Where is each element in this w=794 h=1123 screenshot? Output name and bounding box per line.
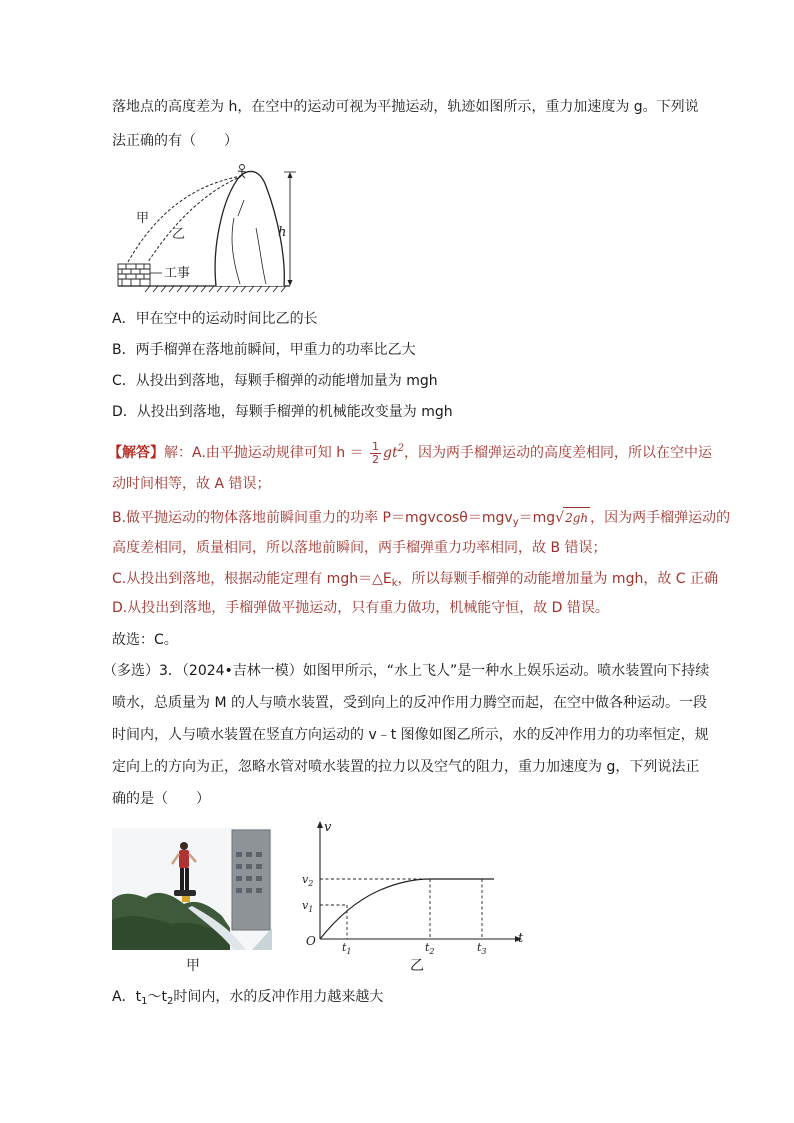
hill-icon	[215, 171, 287, 286]
fraction-half: $\frac{1}{2}$	[372, 439, 380, 466]
answer-d-line: D.从投出到落地，手榴弹做平抛运动，只有重力做功，机械能守恒，故 D 错误。	[112, 600, 609, 616]
velocity-curve	[320, 879, 494, 939]
tick-t3: t	[477, 941, 482, 954]
origin-label: O	[306, 934, 316, 948]
axis-label-v: v	[324, 820, 332, 835]
label-yi: 乙	[172, 227, 186, 242]
svg-text:v2: $v_2$	[302, 873, 314, 888]
q2-stem-line2: 法正确的有（ ）	[112, 133, 238, 149]
fig-yi-caption: 乙	[410, 958, 424, 974]
q2-option-b: B．两手榴弹在落地前瞬间，甲重力的功率比乙大	[112, 342, 416, 358]
answer-a-line1: 【解答】解：A.由平抛运动规律可知 h ＝ $\frac{1}{2}$ $gt^2$，因为两手榴弹运动的高度差相同，所以在空中运	[108, 439, 712, 466]
water-flyer-photo	[112, 828, 272, 950]
q3-line2: 喷水，总质量为 M 的人与喷水装置，受到向上的反冲作用力腾空而起，在空中做各种运动。一段	[112, 695, 707, 711]
answer-c-line: C.从投出到落地，根据动能定理有 $mgh=\triangle E_k$，所以每颗手榴弹的动能增加量为 mgh，故 C 正确	[112, 571, 719, 589]
svg-text:v1: $v_1$	[302, 899, 314, 914]
answer-a-line2: 动时间相等，故 A 错误；	[112, 476, 271, 492]
label-gongshi: 工事	[164, 266, 191, 281]
q3-line4: 定向上的方向为正，忽略水管对喷水装置的拉力以及空气的阻力，重力加速度为 g，下列说法正	[112, 759, 700, 775]
fortification-icon	[118, 264, 150, 286]
q3-option-a: A．$t_1\sim t_2$时间内，水的反冲作用力越来越大	[112, 989, 384, 1007]
label-h: h	[278, 225, 287, 240]
tick-t1: t	[342, 941, 347, 954]
v-t-graph	[296, 815, 536, 955]
label-jia: 甲	[136, 211, 150, 226]
answer-b-line1: B.做平抛运动的物体落地前瞬间重力的功率 P＝mgvcosθ＝mgv$_y$＝mg√2gh ，因为两手榴弹运动的	[112, 507, 730, 533]
q2-option-c: C．从投出到落地，每颗手榴弹的动能增加量为 mgh	[112, 373, 438, 389]
tick-t2: t	[425, 941, 430, 954]
svg-text:t1: $t_1$	[342, 941, 352, 955]
answer-b-line2: 高度差相同，质量相同，所以落地前瞬间，两手榴弹重力功率相同，故 B 错误；	[112, 540, 607, 556]
q3-line3: 时间内，人与喷水装置在竖直方向运动的 v﹣t 图像如图乙所示，水的反冲作用力的功率恒定，规	[112, 727, 709, 743]
answer-tag: 【解答】	[108, 445, 164, 461]
svg-text:t2: $t_2$	[425, 941, 435, 955]
q2-option-a: A．甲在空中的运动时间比乙的长	[112, 311, 318, 327]
q2-option-d: D．从投出到落地，每颗手榴弹的机械能改变量为 mgh	[112, 404, 453, 420]
tick-v1: v	[302, 899, 309, 912]
fig-jia-caption: 甲	[186, 958, 200, 974]
svg-text:t3: $t_3$	[477, 941, 487, 955]
q2-trajectory-figure	[110, 158, 300, 298]
tick-v2: v	[302, 873, 309, 886]
q3-line5: 确的是（ ）	[112, 791, 210, 807]
answer-choice: 故选：C。	[112, 632, 178, 648]
q2-stem-line1: 落地点的高度差为 h，在空中的运动可视为平抛运动，轨迹如图所示，重力加速度为 g。下列说	[112, 99, 699, 115]
sqrt-symbol: √	[555, 510, 565, 526]
axis-label-t: t	[518, 931, 524, 946]
q3-line1: （多选）3．（2024•吉林一模）如图甲所示，“水上飞人”是一种水上娱乐运动。喷水装置向下持续	[103, 663, 710, 679]
